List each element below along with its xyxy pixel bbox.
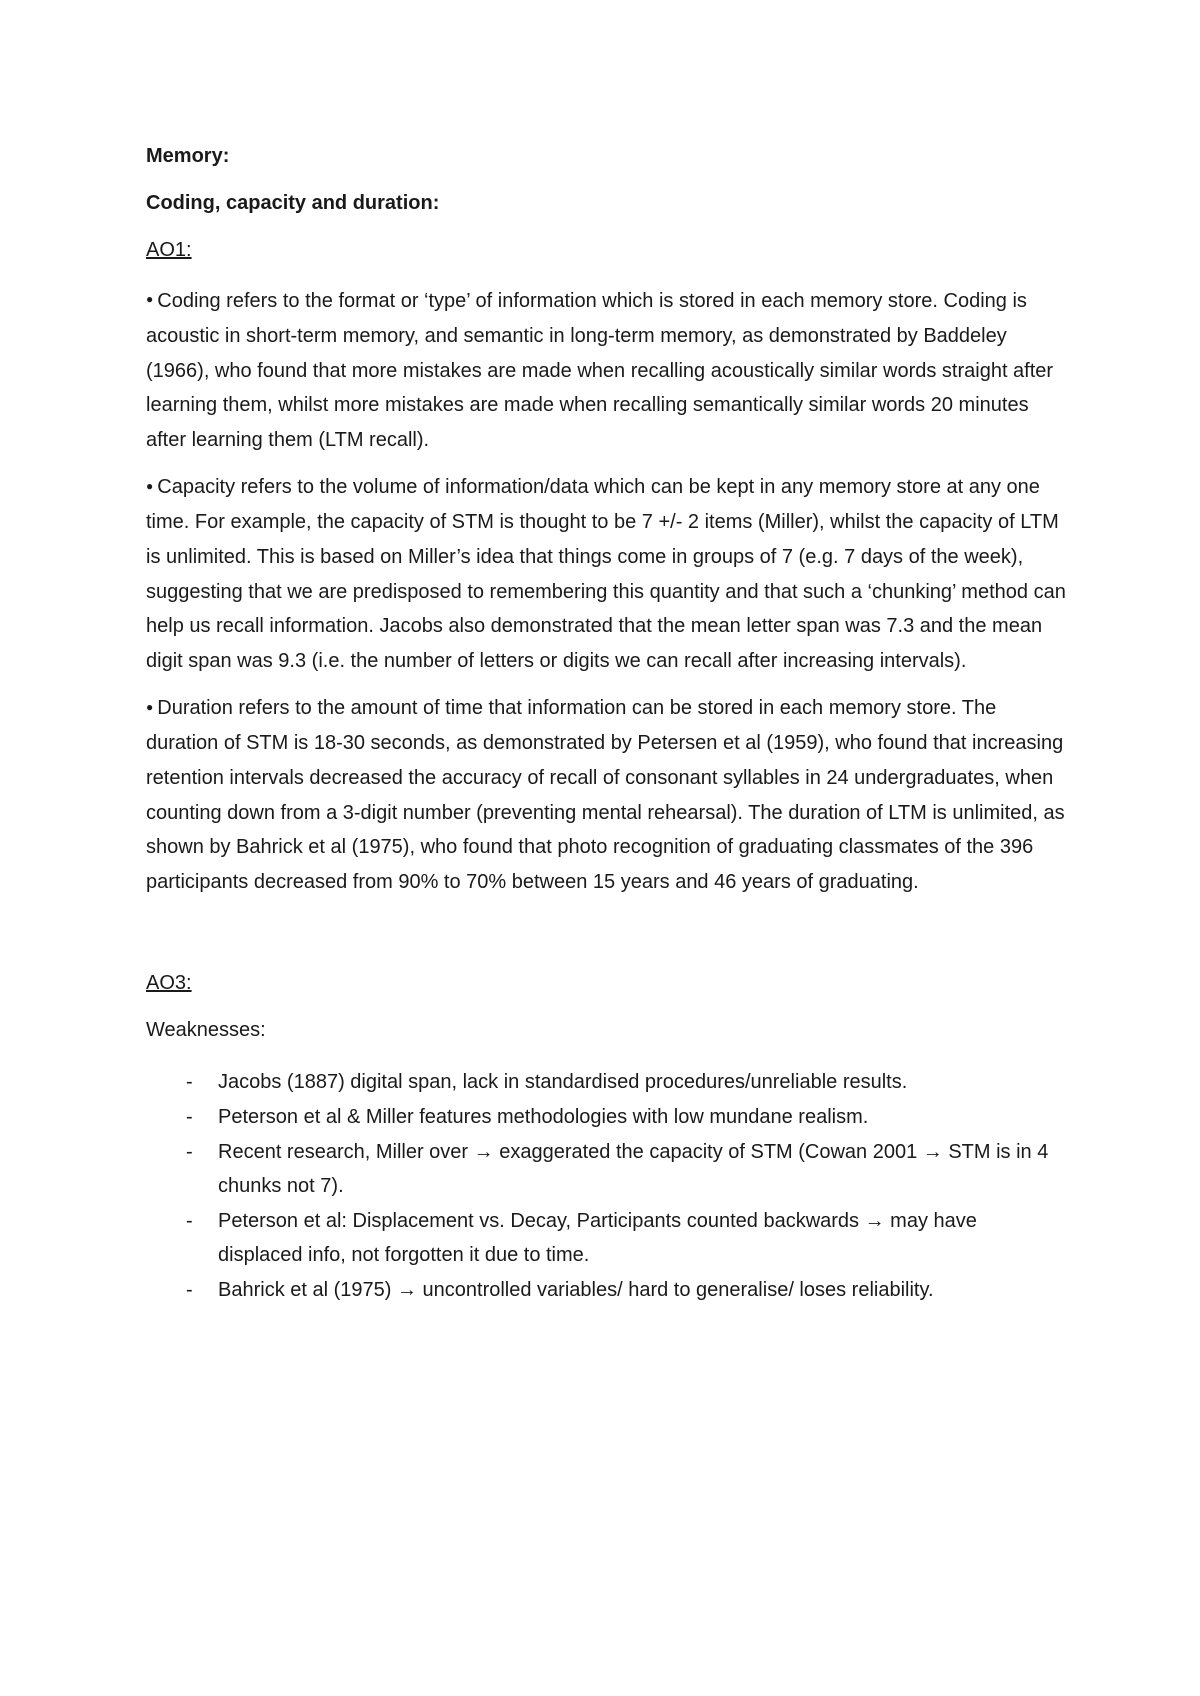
bullet-icon: ● (146, 292, 154, 307)
coding-paragraph (146, 284, 1066, 457)
weaknesses-label: Weaknesses: (146, 1019, 266, 1042)
dash-icon: - (186, 1209, 193, 1232)
document-title: Memory: (146, 145, 230, 167)
dash-icon: - (186, 1278, 193, 1301)
bullet-icon: ● (146, 478, 154, 493)
section-gap (146, 912, 1066, 970)
capacity-paragraph (146, 470, 1066, 678)
list-item (146, 1100, 1066, 1135)
weaknesses-list (146, 1065, 1066, 1307)
document-page (146, 143, 1066, 1308)
list-item (146, 1273, 1066, 1308)
coding-text: Coding refers to the format or ‘type’ of information which is stored in each memory store. Coding is acoustic in short-term memory, and semantic in long-term memory, as demonstrated by Baddeley (1966), who found that more mistakes are made when recalling acoustically similar words straight after learning them, whilst more mistakes are made when recalling semantically similar words 20 minutes after learning them (LTM recall). (146, 290, 1054, 451)
list-item-text: Jacobs (1887) digital span, lack in standardised procedures/unreliable results. (218, 1071, 908, 1094)
document-subtitle: Coding, capacity and duration: (146, 192, 440, 214)
dash-icon: - (186, 1140, 193, 1163)
list-item-text: Peterson et al & Miller features methodologies with low mundane realism. (218, 1105, 869, 1128)
duration-paragraph (146, 691, 1066, 899)
list-item (146, 1204, 1066, 1273)
dash-icon: - (186, 1105, 193, 1128)
list-item (146, 1065, 1066, 1100)
duration-text: Duration refers to the amount of time that information can be stored in each memory store. The duration of STM is 18-30 seconds, as demonstrated by Petersen et al (1959), who found that increasing retention intervals decreased the accuracy of recall of consonant syllables in 24 undergraduates, when counting down from a 3-digit number (preventing mental rehearsal). The duration of LTM is unlimited, as shown by Bahrick et al (1975), who found that photo recognition of graduating classmates of the 396 participants decreased from 90% to 70% between 15 years and 46 years of graduating. (146, 697, 1065, 893)
list-item-text: Bahrick et al (1975) → uncontrolled variables/ hard to generalise/ loses reliability. (218, 1278, 934, 1301)
capacity-text: Capacity refers to the volume of information/data which can be kept in any memory store at any one time. For example, the capacity of STM is thought to be 7 +/- 2 items (Miller), whilst the capacity of LTM is unlimited. This is based on Miller’s idea that things come in groups of 7 (e.g. 7 days of the week), suggesting that we are predisposed to remembering this quantity and that such a ‘chunking’ method can help us recall information. Jacobs also demonstrated that the mean letter span was 7.3 and the mean digit span was 9.3 (i.e. the number of letters or digits we can recall after increasing intervals). (146, 476, 1066, 672)
dash-icon: - (186, 1071, 193, 1094)
ao1-heading: AO1: (146, 239, 192, 261)
list-item-text: Recent research, Miller over → exaggerated the capacity of STM (Cowan 2001 → STM is in 4 chunks not 7). (218, 1140, 1049, 1198)
list-item-text: Peterson et al: Displacement vs. Decay, Participants counted backwards → may have displaced info, not forgotten it due to time. (218, 1209, 977, 1267)
list-item (146, 1135, 1066, 1204)
bullet-icon: ● (146, 699, 154, 714)
ao3-heading: AO3: (146, 972, 192, 995)
